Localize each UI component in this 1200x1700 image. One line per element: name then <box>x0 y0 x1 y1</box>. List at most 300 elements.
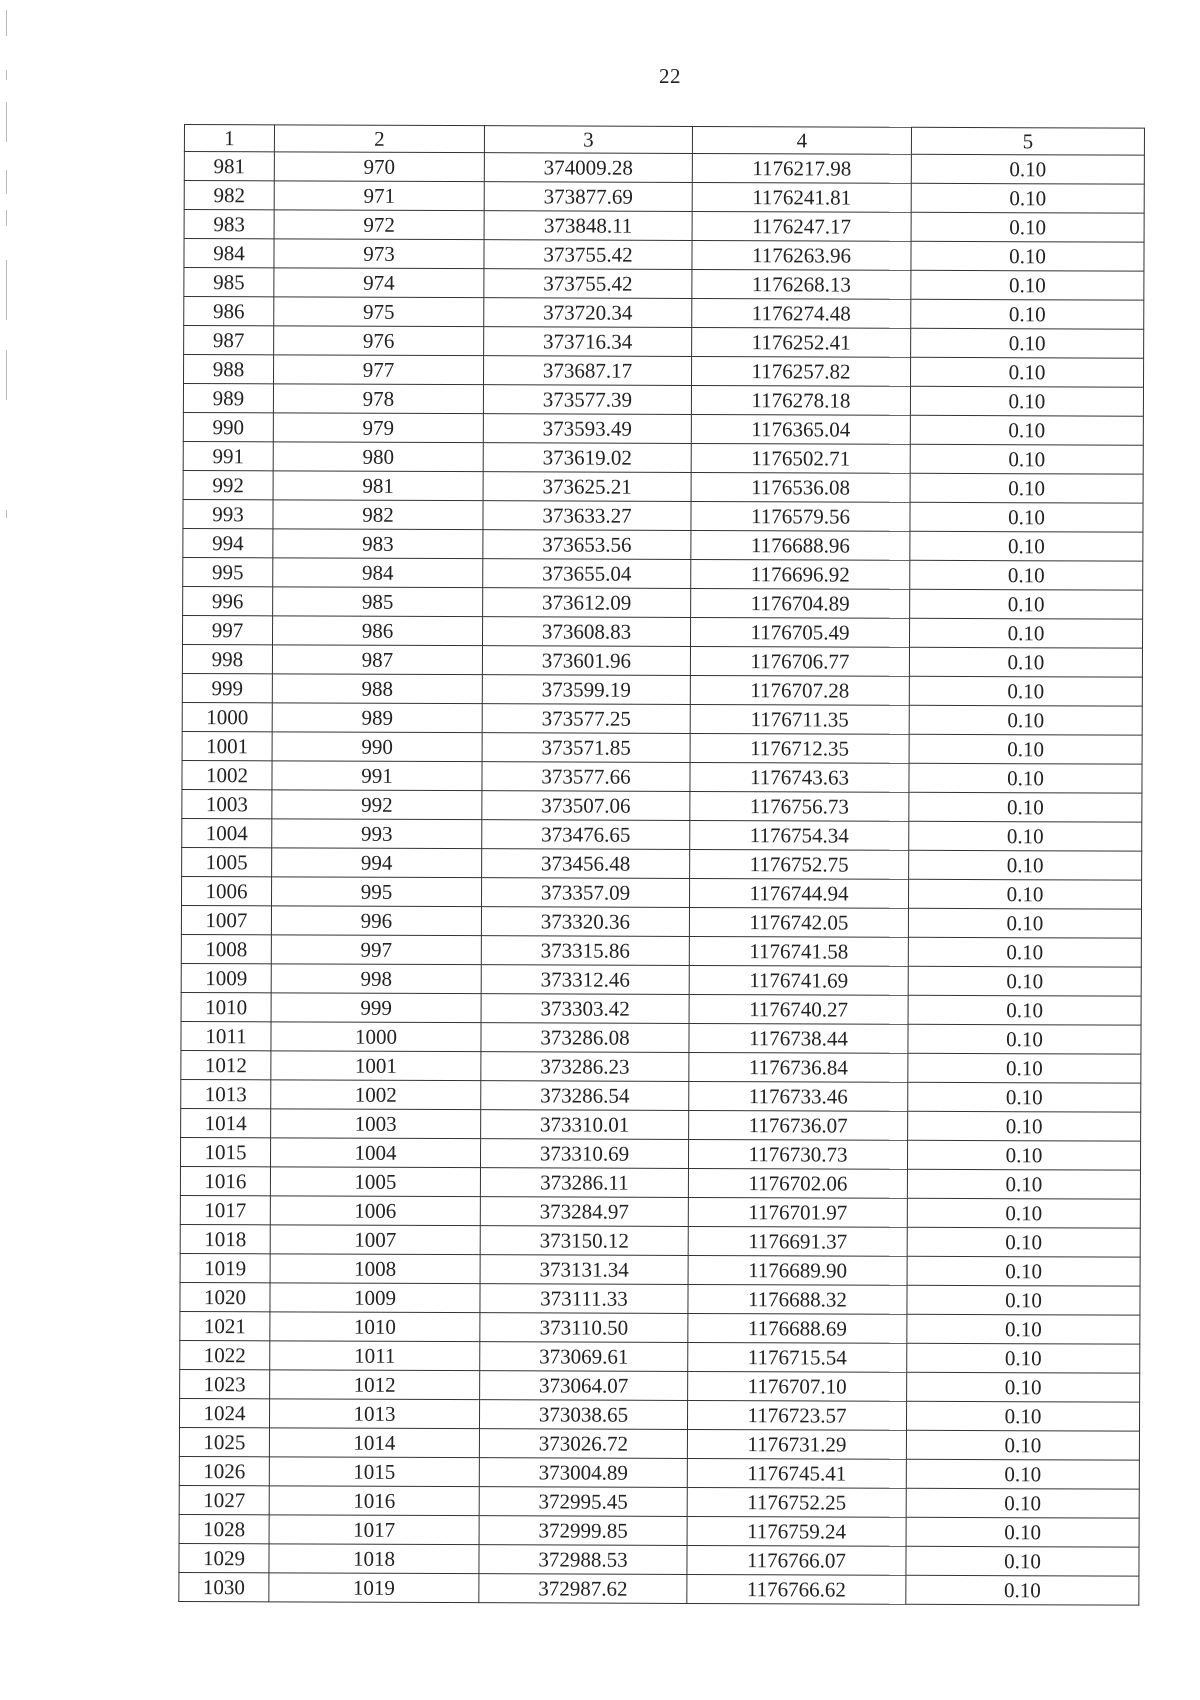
point-number-cell: 1025 <box>179 1427 269 1456</box>
point-number-cell: 1030 <box>179 1572 269 1601</box>
y-coordinate-cell: 1176759.24 <box>687 1516 906 1546</box>
y-coordinate-cell: 1176741.69 <box>689 965 908 995</box>
point-number-cell: 998 <box>182 644 272 673</box>
table-row <box>179 1514 1139 1547</box>
table-row <box>180 1253 1140 1286</box>
value-cell: 0.10 <box>910 531 1143 561</box>
point-number-cell: 1010 <box>181 992 271 1021</box>
value-cell: 0.10 <box>909 618 1142 648</box>
table-row <box>182 731 1142 764</box>
table-row <box>180 1224 1140 1257</box>
value-cell: 0.10 <box>908 879 1141 909</box>
x-coordinate-cell: 373150.12 <box>480 1226 688 1256</box>
index-cell: 1016 <box>269 1486 479 1516</box>
index-cell: 988 <box>272 674 482 704</box>
table-row <box>181 876 1141 909</box>
point-number-cell: 1011 <box>181 1021 271 1050</box>
x-coordinate-cell: 373593.49 <box>483 414 691 444</box>
y-coordinate-cell: 1176268.13 <box>692 269 911 299</box>
column-header-4: 4 <box>692 126 911 154</box>
column-header-3: 3 <box>484 126 692 154</box>
y-coordinate-cell: 1176701.97 <box>688 1197 907 1227</box>
index-cell: 980 <box>273 442 483 472</box>
point-number-cell: 1009 <box>181 963 271 992</box>
y-coordinate-cell: 1176707.28 <box>690 675 909 705</box>
index-cell: 1018 <box>269 1544 479 1574</box>
index-cell: 997 <box>271 935 481 965</box>
point-number-cell: 1027 <box>179 1485 269 1514</box>
index-cell: 1010 <box>270 1312 480 1342</box>
point-number-cell: 1028 <box>179 1514 269 1543</box>
y-coordinate-cell: 1176274.48 <box>692 298 911 328</box>
y-coordinate-cell: 1176736.84 <box>689 1052 908 1082</box>
point-number-cell: 1016 <box>180 1166 270 1195</box>
y-coordinate-cell: 1176752.75 <box>690 849 909 879</box>
y-coordinate-cell: 1176365.04 <box>691 414 910 444</box>
y-coordinate-cell: 1176257.82 <box>691 356 910 386</box>
point-number-cell: 988 <box>184 355 274 384</box>
value-cell: 0.10 <box>906 1517 1139 1547</box>
value-cell: 0.10 <box>906 1459 1139 1489</box>
value-cell: 0.10 <box>909 734 1142 764</box>
y-coordinate-cell: 1176738.44 <box>689 1023 908 1053</box>
value-cell: 0.10 <box>906 1546 1139 1576</box>
index-cell: 976 <box>274 326 484 356</box>
point-number-cell: 1005 <box>182 847 272 876</box>
index-cell: 996 <box>271 906 481 936</box>
point-number-cell: 1012 <box>181 1050 271 1079</box>
point-number-cell: 1003 <box>182 789 272 818</box>
x-coordinate-cell: 372999.85 <box>479 1516 687 1546</box>
table-row <box>184 239 1144 272</box>
table-row <box>184 355 1144 388</box>
x-coordinate-cell: 373619.02 <box>483 443 691 473</box>
y-coordinate-cell: 1176704.89 <box>691 588 910 618</box>
value-cell: 0.10 <box>907 1140 1140 1170</box>
index-cell: 989 <box>272 703 482 733</box>
value-cell: 0.10 <box>910 415 1143 445</box>
point-number-cell: 1021 <box>180 1311 270 1340</box>
column-header-2: 2 <box>274 125 484 153</box>
table-row <box>182 644 1142 677</box>
x-coordinate-cell: 373310.69 <box>480 1139 688 1169</box>
index-cell: 982 <box>273 500 483 530</box>
index-cell: 981 <box>273 471 483 501</box>
x-coordinate-cell: 373456.48 <box>482 849 690 879</box>
y-coordinate-cell: 1176688.96 <box>691 530 910 560</box>
y-coordinate-cell: 1176252.41 <box>692 327 911 357</box>
y-coordinate-cell: 1176263.96 <box>692 240 911 270</box>
value-cell: 0.10 <box>907 1343 1140 1373</box>
point-number-cell: 1002 <box>182 760 272 789</box>
value-cell: 0.10 <box>911 241 1144 271</box>
y-coordinate-cell: 1176688.69 <box>688 1313 907 1343</box>
y-coordinate-cell: 1176723.57 <box>687 1400 906 1430</box>
point-number-cell: 992 <box>183 470 273 499</box>
value-cell: 0.10 <box>911 154 1144 184</box>
value-cell: 0.10 <box>910 357 1143 387</box>
y-coordinate-cell: 1176766.62 <box>687 1574 906 1604</box>
index-cell: 1003 <box>271 1109 481 1139</box>
y-coordinate-cell: 1176579.56 <box>691 501 910 531</box>
x-coordinate-cell: 373655.04 <box>483 559 691 589</box>
index-cell: 970 <box>274 152 484 182</box>
index-cell: 998 <box>271 964 481 994</box>
table-row <box>180 1340 1140 1373</box>
index-cell: 973 <box>274 239 484 269</box>
point-number-cell: 1013 <box>181 1079 271 1108</box>
table-row <box>179 1572 1139 1605</box>
y-coordinate-cell: 1176733.46 <box>689 1081 908 1111</box>
point-number-cell: 1019 <box>180 1253 270 1282</box>
y-coordinate-cell: 1176689.90 <box>688 1255 907 1285</box>
table-row <box>182 789 1142 822</box>
x-coordinate-cell: 373110.50 <box>480 1313 688 1343</box>
value-cell: 0.10 <box>906 1575 1139 1605</box>
value-cell: 0.10 <box>911 299 1144 329</box>
index-cell: 975 <box>274 297 484 327</box>
value-cell: 0.10 <box>906 1430 1139 1460</box>
x-coordinate-cell: 373286.11 <box>480 1168 688 1198</box>
table-row <box>182 818 1142 851</box>
x-coordinate-cell: 372995.45 <box>479 1487 687 1517</box>
value-cell: 0.10 <box>909 676 1142 706</box>
point-number-cell: 1020 <box>180 1282 270 1311</box>
y-coordinate-cell: 1176756.73 <box>690 791 909 821</box>
point-number-cell: 987 <box>184 326 274 355</box>
table-row <box>180 1195 1140 1228</box>
table-row <box>184 152 1144 185</box>
x-coordinate-cell: 373507.06 <box>482 791 690 821</box>
value-cell: 0.10 <box>907 1256 1140 1286</box>
column-header-5: 5 <box>911 127 1144 155</box>
index-cell: 1004 <box>270 1138 480 1168</box>
x-coordinate-cell: 373111.33 <box>480 1284 688 1314</box>
value-cell: 0.10 <box>908 937 1141 967</box>
point-number-cell: 1001 <box>182 731 272 760</box>
index-cell: 992 <box>272 790 482 820</box>
x-coordinate-cell: 373653.56 <box>483 530 691 560</box>
y-coordinate-cell: 1176766.07 <box>687 1545 906 1575</box>
index-cell: 1000 <box>271 1022 481 1052</box>
y-coordinate-cell: 1176702.06 <box>688 1168 907 1198</box>
x-coordinate-cell: 373687.17 <box>484 356 692 386</box>
table-row <box>183 557 1143 590</box>
index-cell: 974 <box>274 268 484 298</box>
table-row <box>182 847 1142 880</box>
x-coordinate-cell: 373286.54 <box>481 1081 689 1111</box>
x-coordinate-cell: 373716.34 <box>484 327 692 357</box>
point-number-cell: 1006 <box>181 876 271 905</box>
index-cell: 995 <box>271 877 481 907</box>
point-number-cell: 989 <box>183 384 273 413</box>
table-row <box>182 673 1142 706</box>
index-cell: 1012 <box>270 1370 480 1400</box>
table-row <box>180 1166 1140 1199</box>
table-row <box>183 499 1143 532</box>
point-number-cell: 1029 <box>179 1543 269 1572</box>
index-cell: 1002 <box>271 1080 481 1110</box>
x-coordinate-cell: 373303.42 <box>481 994 689 1024</box>
table-row <box>180 1369 1140 1402</box>
y-coordinate-cell: 1176688.32 <box>688 1284 907 1314</box>
value-cell: 0.10 <box>908 1082 1141 1112</box>
table-row <box>184 297 1144 330</box>
value-cell: 0.10 <box>908 1111 1141 1141</box>
value-cell: 0.10 <box>907 1285 1140 1315</box>
point-number-cell: 982 <box>184 181 274 210</box>
x-coordinate-cell: 373315.86 <box>481 936 689 966</box>
value-cell: 0.10 <box>906 1401 1139 1431</box>
table-row <box>179 1398 1139 1431</box>
point-number-cell: 1008 <box>181 934 271 963</box>
y-coordinate-cell: 1176247.17 <box>692 211 911 241</box>
table-row <box>181 934 1141 967</box>
table-body <box>179 152 1145 1606</box>
y-coordinate-cell: 1176741.58 <box>689 936 908 966</box>
index-cell: 990 <box>272 732 482 762</box>
value-cell: 0.10 <box>909 763 1142 793</box>
y-coordinate-cell: 1176715.54 <box>688 1342 907 1372</box>
index-cell: 999 <box>271 993 481 1023</box>
index-cell: 1007 <box>270 1225 480 1255</box>
value-cell: 0.10 <box>910 473 1143 503</box>
x-coordinate-cell: 373877.69 <box>484 182 692 212</box>
value-cell: 0.10 <box>907 1314 1140 1344</box>
index-cell: 1001 <box>271 1051 481 1081</box>
x-coordinate-cell: 373625.21 <box>483 472 691 502</box>
point-number-cell: 983 <box>184 210 274 239</box>
value-cell: 0.10 <box>907 1198 1140 1228</box>
table-row <box>183 528 1143 561</box>
index-cell: 985 <box>273 587 483 617</box>
x-coordinate-cell: 373312.46 <box>481 965 689 995</box>
x-coordinate-cell: 373848.11 <box>484 211 692 241</box>
point-number-cell: 1017 <box>180 1195 270 1224</box>
y-coordinate-cell: 1176241.81 <box>692 182 911 212</box>
table-row <box>180 1137 1140 1170</box>
index-cell: 971 <box>274 181 484 211</box>
x-coordinate-cell: 373577.39 <box>483 385 691 415</box>
value-cell: 0.10 <box>910 502 1143 532</box>
value-cell: 0.10 <box>909 821 1142 851</box>
x-coordinate-cell: 373004.89 <box>479 1458 687 1488</box>
x-coordinate-cell: 373286.23 <box>481 1052 689 1082</box>
index-cell: 983 <box>273 529 483 559</box>
table-row <box>181 1108 1141 1141</box>
point-number-cell: 1004 <box>182 818 272 847</box>
point-number-cell: 1007 <box>181 905 271 934</box>
value-cell: 0.10 <box>908 908 1141 938</box>
value-cell: 0.10 <box>909 792 1142 822</box>
value-cell: 0.10 <box>910 589 1143 619</box>
table-row <box>181 1079 1141 1112</box>
index-cell: 1019 <box>269 1573 479 1603</box>
x-coordinate-cell: 373131.34 <box>480 1255 688 1285</box>
x-coordinate-cell: 373064.07 <box>480 1371 688 1401</box>
y-coordinate-cell: 1176740.27 <box>689 994 908 1024</box>
table-row <box>184 181 1144 214</box>
table-row <box>183 470 1143 503</box>
index-cell: 972 <box>274 210 484 240</box>
index-cell: 1011 <box>270 1341 480 1371</box>
value-cell: 0.10 <box>911 183 1144 213</box>
index-cell: 991 <box>272 761 482 791</box>
y-coordinate-cell: 1176691.37 <box>688 1226 907 1256</box>
point-number-cell: 986 <box>184 297 274 326</box>
point-number-cell: 991 <box>183 441 273 470</box>
index-cell: 1014 <box>269 1428 479 1458</box>
x-coordinate-cell: 373357.09 <box>481 878 689 908</box>
y-coordinate-cell: 1176745.41 <box>687 1458 906 1488</box>
value-cell: 0.10 <box>910 560 1143 590</box>
y-coordinate-cell: 1176736.07 <box>689 1110 908 1140</box>
point-number-cell: 1022 <box>180 1340 270 1369</box>
x-coordinate-cell: 373599.19 <box>482 675 690 705</box>
x-coordinate-cell: 373612.09 <box>483 588 691 618</box>
y-coordinate-cell: 1176731.29 <box>687 1429 906 1459</box>
value-cell: 0.10 <box>907 1227 1140 1257</box>
index-cell: 979 <box>273 413 483 443</box>
point-number-cell: 990 <box>183 412 273 441</box>
page-number: 22 <box>659 64 681 88</box>
table-row <box>179 1543 1139 1576</box>
x-coordinate-cell: 373038.65 <box>479 1400 687 1430</box>
y-coordinate-cell: 1176278.18 <box>691 385 910 415</box>
index-cell: 984 <box>273 558 483 588</box>
x-coordinate-cell: 373310.01 <box>481 1110 689 1140</box>
table-row <box>184 268 1144 301</box>
x-coordinate-cell: 373633.27 <box>483 501 691 531</box>
table-row <box>181 992 1141 1025</box>
point-number-cell: 1014 <box>181 1108 271 1137</box>
point-number-cell: 994 <box>183 528 273 557</box>
value-cell: 0.10 <box>908 995 1141 1025</box>
value-cell: 0.10 <box>910 444 1143 474</box>
coordinates-table <box>178 124 1145 1606</box>
point-number-cell: 984 <box>184 239 274 268</box>
table-row <box>179 1427 1139 1460</box>
point-number-cell: 985 <box>184 268 274 297</box>
x-coordinate-cell: 373571.85 <box>482 733 690 763</box>
column-header-1: 1 <box>184 125 274 152</box>
index-cell: 1006 <box>270 1196 480 1226</box>
x-coordinate-cell: 373286.08 <box>481 1023 689 1053</box>
value-cell: 0.10 <box>911 270 1144 300</box>
point-number-cell: 996 <box>183 586 273 615</box>
index-cell: 987 <box>272 645 482 675</box>
index-cell: 1005 <box>270 1167 480 1197</box>
x-coordinate-cell: 373608.83 <box>482 617 690 647</box>
y-coordinate-cell: 1176752.25 <box>687 1487 906 1517</box>
table-row <box>179 1485 1139 1518</box>
table-row <box>183 441 1143 474</box>
index-cell: 1017 <box>269 1515 479 1545</box>
index-cell: 994 <box>272 848 482 878</box>
table-row <box>182 760 1142 793</box>
y-coordinate-cell: 1176712.35 <box>690 733 909 763</box>
table-row <box>184 326 1144 359</box>
y-coordinate-cell: 1176502.71 <box>691 443 910 473</box>
y-coordinate-cell: 1176730.73 <box>688 1139 907 1169</box>
y-coordinate-cell: 1176743.63 <box>690 762 909 792</box>
y-coordinate-cell: 1176707.10 <box>688 1371 907 1401</box>
table-row <box>181 1050 1141 1083</box>
y-coordinate-cell: 1176217.98 <box>692 153 911 183</box>
point-number-cell: 995 <box>183 557 273 586</box>
x-coordinate-cell: 373755.42 <box>484 240 692 270</box>
x-coordinate-cell: 373601.96 <box>482 646 690 676</box>
point-number-cell: 997 <box>183 615 273 644</box>
value-cell: 0.10 <box>906 1488 1139 1518</box>
x-coordinate-cell: 373755.42 <box>484 269 692 299</box>
point-number-cell: 993 <box>183 499 273 528</box>
point-number-cell: 1018 <box>180 1224 270 1253</box>
x-coordinate-cell: 373284.97 <box>480 1197 688 1227</box>
y-coordinate-cell: 1176744.94 <box>689 878 908 908</box>
value-cell: 0.10 <box>911 328 1144 358</box>
point-number-cell: 1024 <box>179 1398 269 1427</box>
y-coordinate-cell: 1176536.08 <box>691 472 910 502</box>
table-header-row <box>184 125 1144 156</box>
value-cell: 0.10 <box>908 966 1141 996</box>
value-cell: 0.10 <box>908 1024 1141 1054</box>
table-row <box>179 1456 1139 1489</box>
x-coordinate-cell: 374009.28 <box>484 153 692 183</box>
point-number-cell: 1023 <box>180 1369 270 1398</box>
point-number-cell: 1015 <box>180 1137 270 1166</box>
point-number-cell: 1000 <box>182 702 272 731</box>
table-row <box>183 384 1143 417</box>
table-row <box>180 1311 1140 1344</box>
table-row <box>183 586 1143 619</box>
x-coordinate-cell: 373720.34 <box>484 298 692 328</box>
value-cell: 0.10 <box>908 1053 1141 1083</box>
y-coordinate-cell: 1176711.35 <box>690 704 909 734</box>
index-cell: 1013 <box>269 1399 479 1429</box>
y-coordinate-cell: 1176705.49 <box>690 617 909 647</box>
y-coordinate-cell: 1176742.05 <box>689 907 908 937</box>
table-row <box>183 412 1143 445</box>
x-coordinate-cell: 373476.65 <box>482 820 690 850</box>
index-cell: 1008 <box>270 1254 480 1284</box>
table-row <box>181 905 1141 938</box>
table-row <box>181 1021 1141 1054</box>
table-row <box>182 702 1142 735</box>
index-cell: 977 <box>274 355 484 385</box>
point-number-cell: 981 <box>184 152 274 181</box>
table-row <box>181 963 1141 996</box>
coordinates-table-wrapper <box>178 124 1144 1606</box>
value-cell: 0.10 <box>910 386 1143 416</box>
value-cell: 0.10 <box>909 705 1142 735</box>
value-cell: 0.10 <box>909 850 1142 880</box>
x-coordinate-cell: 373069.61 <box>480 1342 688 1372</box>
index-cell: 993 <box>272 819 482 849</box>
table-row <box>180 1282 1140 1315</box>
x-coordinate-cell: 373026.72 <box>479 1429 687 1459</box>
index-cell: 986 <box>273 616 483 646</box>
index-cell: 1015 <box>269 1457 479 1487</box>
index-cell: 1009 <box>270 1283 480 1313</box>
x-coordinate-cell: 373320.36 <box>481 907 689 937</box>
y-coordinate-cell: 1176754.34 <box>690 820 909 850</box>
value-cell: 0.10 <box>907 1169 1140 1199</box>
value-cell: 0.10 <box>909 647 1142 677</box>
value-cell: 0.10 <box>911 212 1144 242</box>
table-row <box>184 210 1144 243</box>
x-coordinate-cell: 372988.53 <box>479 1545 687 1575</box>
